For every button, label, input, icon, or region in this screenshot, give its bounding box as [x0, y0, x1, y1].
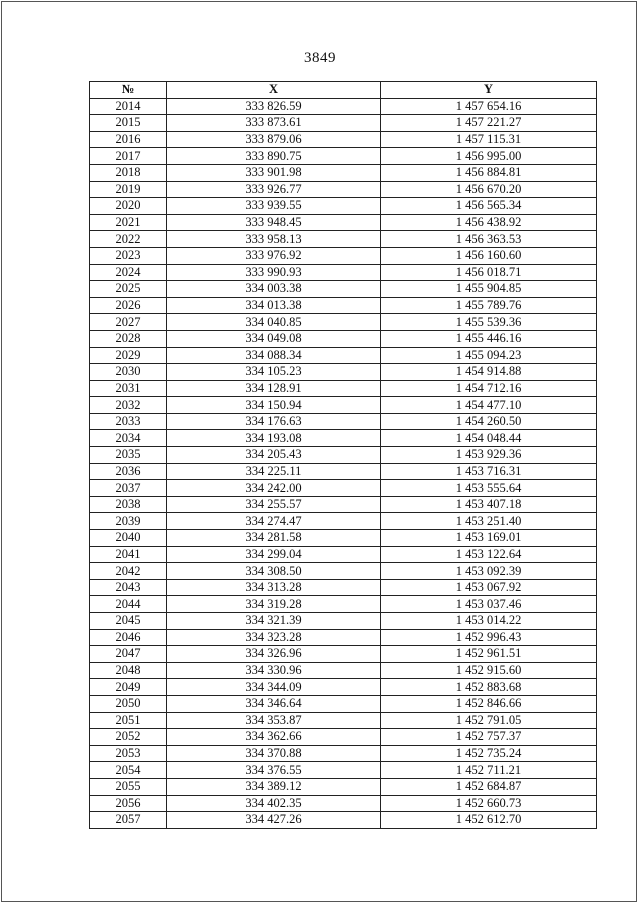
table-row: [90, 596, 597, 613]
table-row: [90, 679, 597, 696]
cell-number: 2028: [90, 330, 167, 347]
cell-x: 334 088.34: [167, 347, 381, 364]
cell-x: 333 976.92: [167, 247, 381, 264]
cell-y: 1 452 791.05: [381, 712, 597, 729]
table-row: [90, 347, 597, 364]
cell-x: 334 323.28: [167, 629, 381, 646]
cell-x: 334 313.28: [167, 579, 381, 596]
cell-y: 1 456 438.92: [381, 214, 597, 231]
table-row: [90, 646, 597, 663]
cell-x: 334 150.94: [167, 397, 381, 414]
cell-number: 2057: [90, 812, 167, 829]
cell-x: 334 274.47: [167, 513, 381, 530]
table-row: [90, 480, 597, 497]
cell-number: 2043: [90, 579, 167, 596]
cell-number: 2022: [90, 231, 167, 248]
table-row: [90, 247, 597, 264]
table-row: [90, 380, 597, 397]
cell-y: 1 456 018.71: [381, 264, 597, 281]
header-number: №: [90, 82, 167, 99]
cell-x: 333 873.61: [167, 115, 381, 132]
cell-y: 1 457 115.31: [381, 131, 597, 148]
cell-number: 2031: [90, 380, 167, 397]
cell-y: 1 452 961.51: [381, 646, 597, 663]
cell-number: 2036: [90, 463, 167, 480]
header-y: Y: [381, 82, 597, 99]
cell-number: 2019: [90, 181, 167, 198]
cell-x: 334 346.64: [167, 695, 381, 712]
cell-x: 333 926.77: [167, 181, 381, 198]
cell-number: 2033: [90, 413, 167, 430]
cell-y: 1 452 915.60: [381, 662, 597, 679]
cell-number: 2056: [90, 795, 167, 812]
table-header-row: [90, 82, 597, 99]
table-row: [90, 530, 597, 547]
table-row: [90, 712, 597, 729]
cell-y: 1 454 048.44: [381, 430, 597, 447]
cell-x: 334 326.96: [167, 646, 381, 663]
cell-number: 2032: [90, 397, 167, 414]
cell-number: 2026: [90, 297, 167, 314]
cell-number: 2045: [90, 613, 167, 630]
cell-x: 334 353.87: [167, 712, 381, 729]
table-row: [90, 447, 597, 464]
cell-y: 1 452 757.37: [381, 729, 597, 746]
cell-y: 1 456 670.20: [381, 181, 597, 198]
cell-y: 1 453 122.64: [381, 546, 597, 563]
cell-x: 334 308.50: [167, 563, 381, 580]
table-row: [90, 364, 597, 381]
cell-y: 1 452 612.70: [381, 812, 597, 829]
cell-x: 334 319.28: [167, 596, 381, 613]
cell-y: 1 453 037.46: [381, 596, 597, 613]
cell-x: 334 281.58: [167, 530, 381, 547]
table-row: [90, 778, 597, 795]
cell-y: 1 456 565.34: [381, 198, 597, 215]
table-row: [90, 198, 597, 215]
cell-y: 1 453 929.36: [381, 447, 597, 464]
cell-y: 1 452 883.68: [381, 679, 597, 696]
cell-x: 334 427.26: [167, 812, 381, 829]
cell-y: 1 453 716.31: [381, 463, 597, 480]
cell-y: 1 453 092.39: [381, 563, 597, 580]
cell-x: 334 344.09: [167, 679, 381, 696]
table-row: [90, 563, 597, 580]
cell-x: 334 205.43: [167, 447, 381, 464]
cell-y: 1 454 260.50: [381, 413, 597, 430]
table-row: [90, 264, 597, 281]
cell-number: 2052: [90, 729, 167, 746]
cell-y: 1 455 094.23: [381, 347, 597, 364]
table-row: [90, 613, 597, 630]
table-row: [90, 762, 597, 779]
cell-y: 1 453 555.64: [381, 480, 597, 497]
cell-y: 1 456 995.00: [381, 148, 597, 165]
cell-y: 1 452 711.21: [381, 762, 597, 779]
cell-x: 334 176.63: [167, 413, 381, 430]
cell-number: 2055: [90, 778, 167, 795]
cell-y: 1 452 846.66: [381, 695, 597, 712]
table-row: [90, 496, 597, 513]
cell-y: 1 457 221.27: [381, 115, 597, 132]
table-row: [90, 115, 597, 132]
table-row: [90, 546, 597, 563]
cell-number: 2029: [90, 347, 167, 364]
table-row: [90, 281, 597, 298]
cell-y: 1 456 160.60: [381, 247, 597, 264]
cell-y: 1 457 654.16: [381, 98, 597, 115]
cell-x: 334 376.55: [167, 762, 381, 779]
cell-number: 2044: [90, 596, 167, 613]
cell-number: 2053: [90, 745, 167, 762]
table-row: [90, 695, 597, 712]
cell-y: 1 453 251.40: [381, 513, 597, 530]
cell-x: 334 128.91: [167, 380, 381, 397]
header-x: X: [167, 82, 381, 99]
cell-x: 334 225.11: [167, 463, 381, 480]
cell-x: 334 242.00: [167, 480, 381, 497]
cell-x: 334 105.23: [167, 364, 381, 381]
table-row: [90, 513, 597, 530]
cell-number: 2030: [90, 364, 167, 381]
table-row: [90, 430, 597, 447]
cell-number: 2041: [90, 546, 167, 563]
table-row: [90, 745, 597, 762]
cell-y: 1 452 684.87: [381, 778, 597, 795]
cell-y: 1 456 363.53: [381, 231, 597, 248]
cell-number: 2048: [90, 662, 167, 679]
cell-number: 2024: [90, 264, 167, 281]
cell-x: 333 890.75: [167, 148, 381, 165]
table-row: [90, 131, 597, 148]
cell-number: 2039: [90, 513, 167, 530]
table-row: [90, 397, 597, 414]
cell-y: 1 456 884.81: [381, 164, 597, 181]
cell-x: 334 330.96: [167, 662, 381, 679]
cell-x: 334 389.12: [167, 778, 381, 795]
table-row: [90, 314, 597, 331]
table-row: [90, 579, 597, 596]
table-row: [90, 148, 597, 165]
cell-number: 2037: [90, 480, 167, 497]
table-row: [90, 297, 597, 314]
table-row: [90, 662, 597, 679]
cell-number: 2042: [90, 563, 167, 580]
table-row: [90, 812, 597, 829]
cell-y: 1 452 660.73: [381, 795, 597, 812]
cell-number: 2046: [90, 629, 167, 646]
cell-x: 334 370.88: [167, 745, 381, 762]
cell-number: 2017: [90, 148, 167, 165]
table-body: [90, 98, 597, 828]
cell-x: 334 040.85: [167, 314, 381, 331]
cell-number: 2020: [90, 198, 167, 215]
cell-number: 2054: [90, 762, 167, 779]
table-row: [90, 231, 597, 248]
cell-x: 334 049.08: [167, 330, 381, 347]
coordinates-table: [89, 81, 597, 829]
cell-x: 333 826.59: [167, 98, 381, 115]
cell-y: 1 453 169.01: [381, 530, 597, 547]
table-row: [90, 795, 597, 812]
table-row: [90, 98, 597, 115]
cell-number: 2038: [90, 496, 167, 513]
cell-x: 333 901.98: [167, 164, 381, 181]
cell-x: 334 402.35: [167, 795, 381, 812]
cell-number: 2023: [90, 247, 167, 264]
cell-y: 1 455 904.85: [381, 281, 597, 298]
cell-x: 333 879.06: [167, 131, 381, 148]
cell-number: 2051: [90, 712, 167, 729]
cell-y: 1 453 014.22: [381, 613, 597, 630]
cell-y: 1 455 539.36: [381, 314, 597, 331]
cell-y: 1 452 996.43: [381, 629, 597, 646]
cell-x: 333 948.45: [167, 214, 381, 231]
cell-number: 2040: [90, 530, 167, 547]
cell-y: 1 455 789.76: [381, 297, 597, 314]
table-row: [90, 330, 597, 347]
cell-number: 2014: [90, 98, 167, 115]
cell-x: 334 299.04: [167, 546, 381, 563]
cell-y: 1 455 446.16: [381, 330, 597, 347]
cell-x: 334 255.57: [167, 496, 381, 513]
cell-number: 2034: [90, 430, 167, 447]
cell-y: 1 454 914.88: [381, 364, 597, 381]
cell-number: 2018: [90, 164, 167, 181]
page-number: 3849: [304, 50, 336, 66]
cell-x: 333 939.55: [167, 198, 381, 215]
cell-x: 334 013.38: [167, 297, 381, 314]
cell-x: 333 958.13: [167, 231, 381, 248]
cell-y: 1 454 477.10: [381, 397, 597, 414]
cell-number: 2049: [90, 679, 167, 696]
cell-x: 334 321.39: [167, 613, 381, 630]
cell-number: 2047: [90, 646, 167, 663]
cell-number: 2015: [90, 115, 167, 132]
table-row: [90, 729, 597, 746]
table-row: [90, 463, 597, 480]
cell-x: 333 990.93: [167, 264, 381, 281]
table-row: [90, 164, 597, 181]
cell-x: 334 193.08: [167, 430, 381, 447]
cell-number: 2035: [90, 447, 167, 464]
cell-x: 334 003.38: [167, 281, 381, 298]
cell-number: 2016: [90, 131, 167, 148]
cell-y: 1 453 407.18: [381, 496, 597, 513]
cell-y: 1 454 712.16: [381, 380, 597, 397]
cell-x: 334 362.66: [167, 729, 381, 746]
table-row: [90, 413, 597, 430]
cell-y: 1 453 067.92: [381, 579, 597, 596]
cell-number: 2050: [90, 695, 167, 712]
table-row: [90, 629, 597, 646]
cell-number: 2025: [90, 281, 167, 298]
cell-number: 2027: [90, 314, 167, 331]
table-row: [90, 181, 597, 198]
cell-y: 1 452 735.24: [381, 745, 597, 762]
table-row: [90, 214, 597, 231]
cell-number: 2021: [90, 214, 167, 231]
